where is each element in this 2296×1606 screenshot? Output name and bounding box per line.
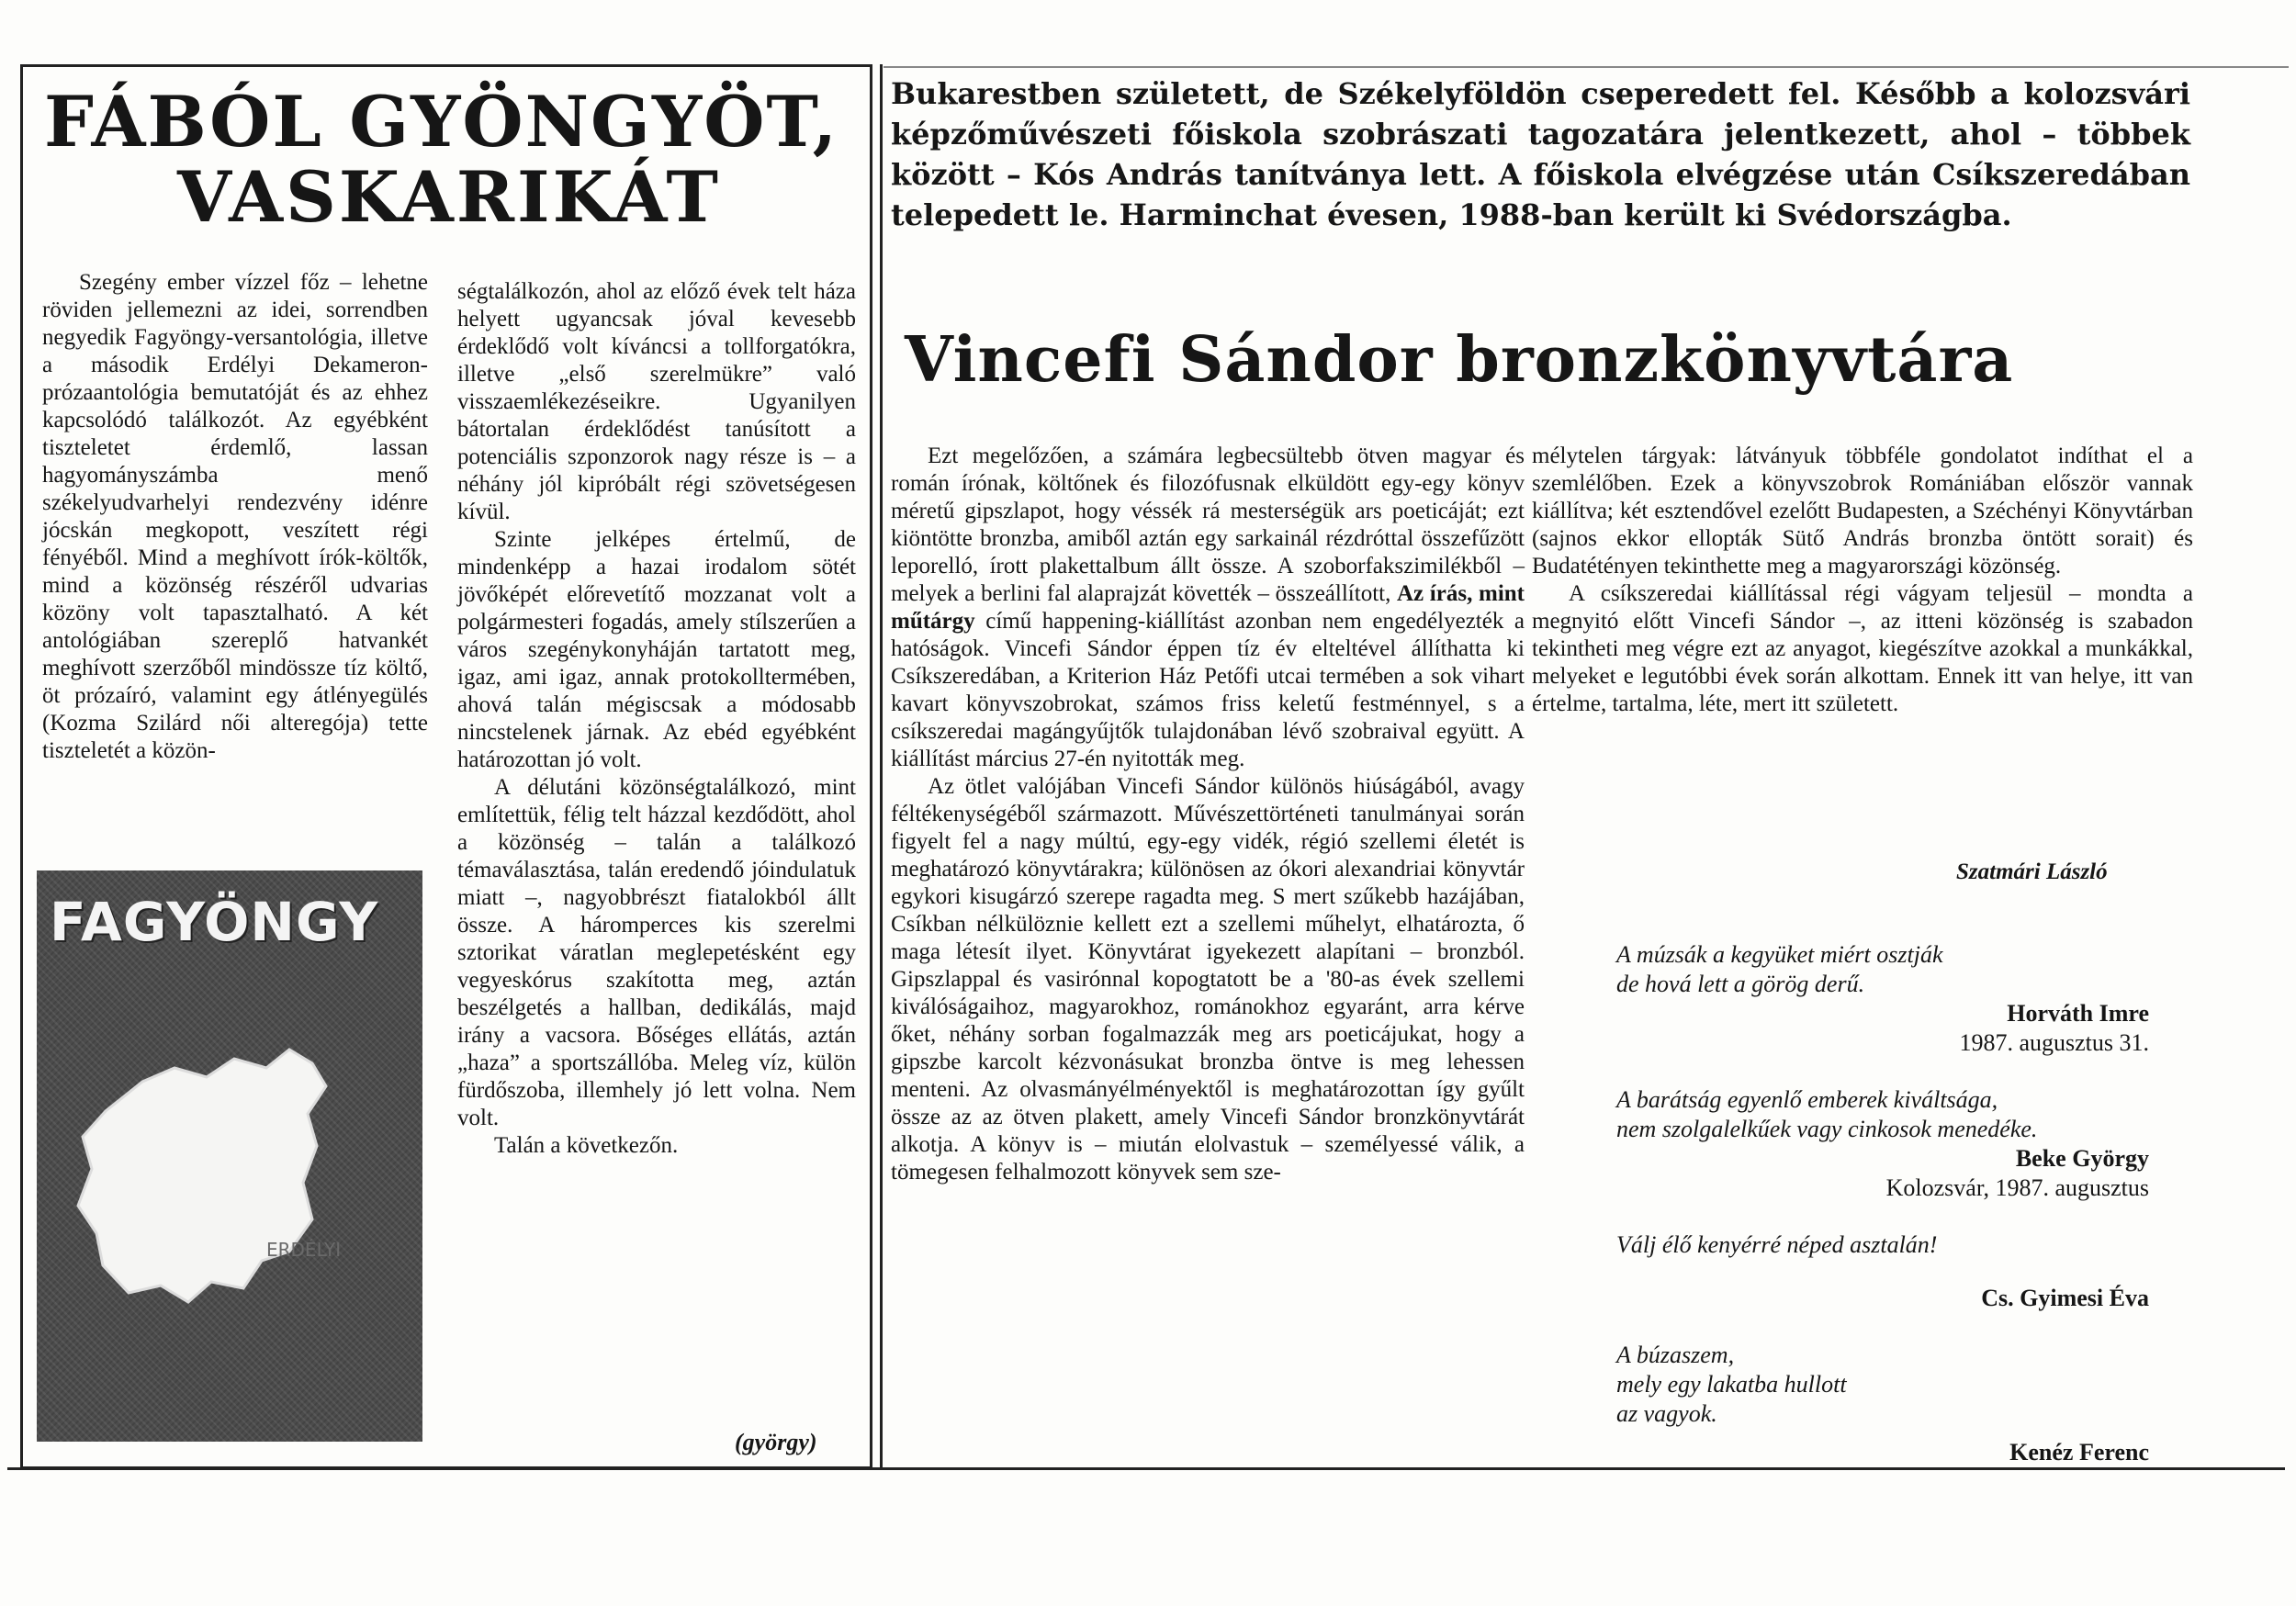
left-title-line2: VASKARIKÁT: [177, 156, 721, 238]
quote: Válj élő kenyérré néped asztalán! Cs. Gyimesi Éva: [1616, 1230, 2204, 1313]
fagyongy-label: FAGYÖNGY: [50, 891, 379, 953]
emphasized-title: Az írás, mint műtárgy: [891, 581, 1525, 634]
main-article-intro: Bukarestben született, de Székelyföldön cseperedett fel. Később a kolozsvári képzőművészeti főiskola szobrászati tagozatára jelentkezett, ahol – többek között – Kós András tanítványa lett. A főiskola elvégzése után Csíkszeredában telepedett le. Harminchat évesen, 1988-ban került ki Svédországba.: [891, 76, 2190, 232]
quote-author: Cs. Gyimesi Éva: [1981, 1285, 2149, 1311]
paragraph: Talán a következőn.: [494, 1133, 679, 1158]
paragraph: Szegény ember vízzel főz – lehetne röviden jellemezni az idei, sorrendben negyedik Fagyöngy-versantológia, illetve a második Erdélyi Dekameron-prózaantológia bemutatóját és az ehhez kapcsolódó találkozót. Az egyébként tiszteletet érdemlő, lassan hagyományszámba menő székelyudvarhelyi rendezvény idénre jócskán megkopott, veszített régi fényéből. Mind a meghívott írók-költők, mind a közönség részéről udvarias közöny volt tapasztalható. A két antológiában szereplő hatvankét meghívott szerzőből mindössze tíz költő, öt prózaíró, valamint egy átlényegülés (Kozma Szilárd női alteregója) tette tiszteletét a közön-: [42, 270, 428, 763]
left-article-column-2: [457, 278, 856, 1160]
paragraph: A csíkszeredai kiállítással régi vágyam teljesül – mondta a megnyitó előtt Vincefi Sándor –, az itteni közönség is szabadon tekintheti meg végre ezt az anyagot, kiegészítve azokkal a munkákkal, melyeket e legutóbbi évek során alkottam. Ennek itt van helye, itt van értelme, tartalma, léte, mert itt született.: [1532, 581, 2193, 716]
main-article-headline: Vincefi Sándor bronzkönyvtára: [905, 323, 2014, 397]
quote: A barátság egyenlő emberek kiváltsága, nem szolgalelkűek vagy cinkosok menedéke. Beke György Kolozsvár, 1987. augusztus: [1616, 1085, 2204, 1203]
quote-author: Horváth Imre: [2007, 1000, 2149, 1027]
paragraph: A délutáni közönségtalálkozó, mint említettük, félig telt házzal kezdődött, ahol a közönség – talán a találkozó témaválasztása, talán eredendő jóindulatuk miatt –, nagyobbrészt fiatalokból állt össze. A háromperces kis szerelmi sztorikat váratlan meglepetésként egy vegyeskórus szakította meg, aztán beszélgetés a hallban, dedikálás, majd irány a vacsora. Bőséges ellátás, aztán „haza” a sportszállóba. Meleg víz, külön fürdőszoba, illemhely jó lett volna. Nem volt.: [457, 775, 856, 1130]
paragraph: Szinte jelképes értelmű, de mindenképp a hazai irodalom sötét jövőképét előrevetítő mozzanat volt a polgármesteri fogadás, amely stílszerűen a város szegénykonyháján tartatott meg, igaz, ami igaz, annak protokolltermében, ahová talán mégiscsak a módosabb nincstelenek járnak. Az ebéd egyébként határozottan jó volt.: [457, 527, 856, 772]
transylvania-map-icon: [37, 870, 422, 1442]
main-article-author: Szatmári László: [1956, 859, 2108, 884]
left-article-title: [44, 81, 871, 238]
paragraph: Az ötlet valójában Vincefi Sándor különös hiúságából, avagy féltékenységéből származott. Művészettörténeti tanulmányai során figyelt fel a nagy múltú, egy-egy vidék, régió szellemi életét is meghatározó könyvtárakra; különösen az ókori alexandriai könyvtár egykori kisugárzó szerepe ragadta meg. S mert szűkebb hazájában, Csíkban nélkülöznie kellett ezt a szellemi műhelyt, elhatározta, ő maga létesít ilyet. Könyvtárat igyekezett alapítani – bronzból. Gipszlappal és vasirónnal kopogtatott be a '80-as évek szellemi kiválóságaihoz, magyarokhoz, románokhoz egyaránt, arra kérve őket, néhány sorban fogalmazzák meg ars poeticájukat, hogy a gipszbe karcolt kézvonásukat bronzba öntve is meg lehessen menteni. Az olvasmányélményektől is meghatározottan így gyűlt össze az az ötven plakett, amely Vincefi Sándor bronzkönyvtárát alkotja. A könyv is – miután elolvastuk – személyessé válik, a tömegesen felhalmozott könyvek sem sze-: [891, 774, 1525, 1185]
column-divider: [880, 64, 883, 1469]
quote-date: 1987. augusztus 31.: [1959, 1029, 2149, 1056]
top-rule: [884, 66, 2289, 68]
quote-author: Beke György: [2015, 1145, 2149, 1172]
fagyongy-cover-image: [37, 870, 422, 1442]
quote: A búzaszem, mely egy lakatba hullott az vagyok. Kenéz Ferenc: [1616, 1341, 2204, 1467]
left-article-column-1: [42, 269, 428, 765]
main-article-column-2: [1532, 443, 2193, 718]
quote: A múzsák a kegyüket miért osztják de hová lett a görög derű. Horváth Imre 1987. augusztus 31.: [1616, 940, 2204, 1058]
paragraph: mélytelen tárgyak: látványuk többféle gondolatot indíthat el a szemlélőben. Ezek a könyvszobrok Romániában először vannak kiállítva; két esztendővel ezelőtt Budapesten, a Széchényi Könyvtárban (sajnos ekkor ellopták Sütő András bronzba öntött sorait) és Budatétényen tekinthette meg a magyarországi közönség.: [1532, 444, 2193, 578]
quote-date: Kolozsvár, 1987. augusztus: [1885, 1174, 2149, 1201]
paragraph: ségtalálkozón, ahol az előző évek telt háza helyett ugyancsak jóval kevesebb érdeklődő volt kíváncsi a tollforgatókra, illetve „első szerelmükre” való visszaemlékezéseikre. Ugyanilyen bátortalan érdeklődést tanúsított a potenciális szponzorok nagy része is – a néhány jól kipróbált régi szövetségesen kívül.: [457, 279, 856, 524]
quote-list: [1616, 940, 2204, 1495]
main-article-column-1: [891, 443, 1525, 1186]
paragraph: Ezt megelőzően, a számára legbecsültebb ötven magyar és román írónak, költőnek és filozófusnak elküldött egy-egy könyv méretű gipszlapot, hogy véssék rá mesterségük ars poeticáját; ezt kiöntötte bronzba, amiből aztán egy sarkainál rézdróttal összefűzött leporelló, írott plakettalbum állt össze. A szoborfakszimilékből – melyek a berlini fal alaprajzát követték – összeállított, Az írás, mint műtárgy című happening-kiállítást azonban nem engedélyezték a hatóságok. Vincefi Sándor éppen tíz év elteltével állíthatta ki Csíkszeredában, a Kriterion Ház Petőfi utcai termében a sok vihart kavart könyvszobrokat, számos friss keletű festménnyel, s a csíkszeredai magángyűjtők tulajdonában lévő szobraival együtt. A kiállítást március 27-én nyitották meg.: [891, 444, 1525, 771]
left-title-line1: FÁBÓL GYÖNGYÖT,: [44, 81, 839, 163]
left-article-signature: (györgy): [735, 1429, 817, 1455]
quote-author: Kenéz Ferenc: [2009, 1439, 2149, 1466]
map-overlay-text: ERDÉLYI: [266, 1239, 342, 1261]
